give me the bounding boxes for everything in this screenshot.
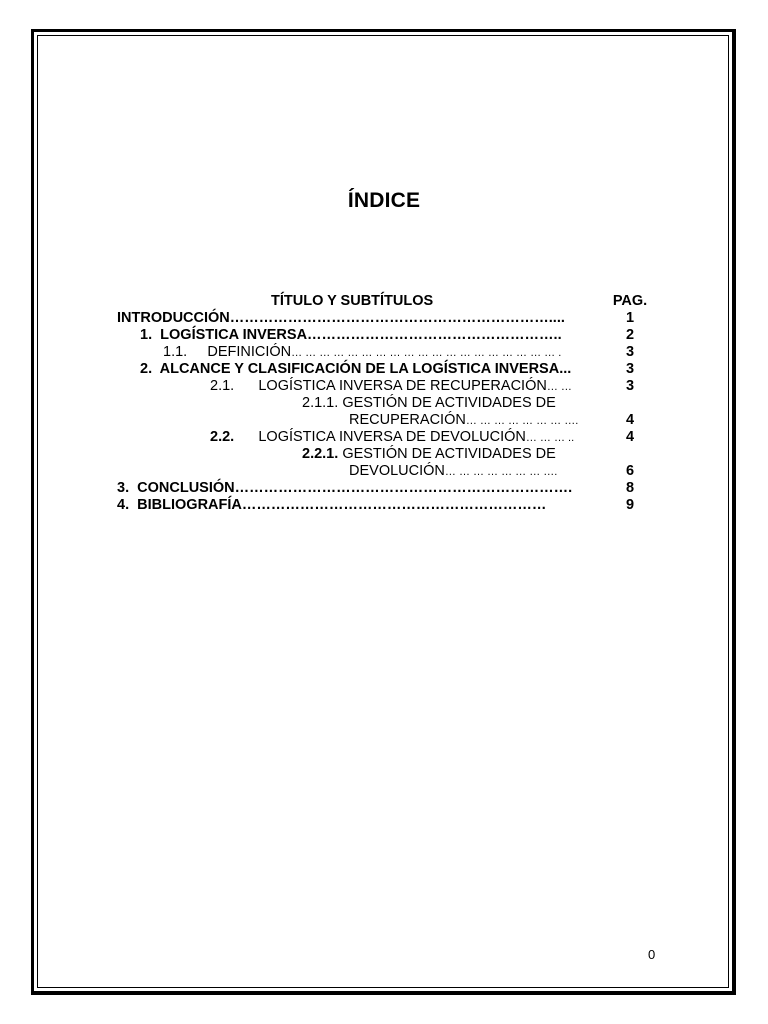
toc-entry-page: 6: [625, 463, 635, 479]
toc-entry-conclusion: [117, 480, 572, 497]
document-title: ÍNDICE: [347, 189, 421, 212]
toc-entry-label: GESTIÓN DE ACTIVIDADES DE: [342, 395, 556, 411]
toc-entry-page: 1: [625, 310, 635, 326]
toc-entry-gestion-devolucion-cont: [349, 463, 557, 481]
toc-entry-number: 3.: [117, 480, 130, 496]
toc-entry-label: LOGÍSTICA INVERSA DE RECUPERACIÓN: [258, 378, 547, 394]
toc-entry-label: DEFINICIÓN: [207, 344, 292, 360]
toc-entry-page: 3: [625, 344, 635, 360]
toc-entry-label: BIBLIOGRAFÍA: [137, 497, 242, 513]
toc-entry-page: 9: [625, 497, 635, 513]
toc-entry-number: 4.: [117, 497, 130, 513]
toc-entry-leader: ……………………………………………..: [307, 327, 562, 343]
toc-entry-number: 2.: [140, 361, 153, 377]
toc-entry-number: 1.1.: [163, 344, 188, 360]
toc-entry-label: LOGÍSTICA INVERSA: [160, 327, 308, 343]
toc-entry-leader: … … … … … … … … … … … … … … … … … … … .: [291, 347, 562, 359]
toc-entry-bibliografia: [117, 497, 546, 514]
toc-header-title: TÍTULO Y SUBTÍTULOS: [271, 293, 434, 309]
toc-entry-logistica-inversa: [140, 327, 562, 344]
toc-entry-label: DEVOLUCIÓN: [349, 463, 445, 479]
toc-entry-gestion-recuperacion: [302, 395, 556, 412]
toc-entry-page: 8: [625, 480, 635, 496]
toc-entry-leader: …………………………………………………………….: [234, 480, 573, 496]
toc-entry-leader: … …: [546, 381, 572, 393]
toc-header-page: PAG.: [612, 293, 648, 309]
toc-entry-page: 3: [625, 361, 635, 377]
toc-entry-number: 2.2.1.: [302, 446, 339, 462]
toc-entry-gestion-devolucion: [302, 446, 556, 463]
toc-entry-page: 3: [625, 378, 635, 394]
toc-entry-label: LOGÍSTICA INVERSA DE DEVOLUCIÓN: [258, 429, 526, 445]
toc-entry-leader: … … … … … … … ….: [444, 466, 558, 478]
page-number: 0: [648, 947, 656, 962]
toc-entry-leader: ...: [559, 361, 572, 377]
toc-entry-number: 2.2.: [210, 429, 235, 445]
toc-entry-page: 4: [625, 429, 635, 445]
toc-entry-label: ALCANCE Y CLASIFICACIÓN DE LA LOGÍSTICA INVERSA: [159, 361, 560, 377]
toc-entry-label: GESTIÓN DE ACTIVIDADES DE: [342, 446, 556, 462]
toc-entry-number: 2.1.: [210, 378, 235, 394]
toc-entry-gestion-recuperacion-cont: [349, 412, 578, 430]
toc-entry-leader: ………………………………………………………: [241, 497, 547, 513]
toc-entry-number: 2.1.1.: [302, 395, 339, 411]
toc-entry-label: RECUPERACIÓN: [349, 412, 466, 428]
toc-entry-label: CONCLUSIÓN: [137, 480, 235, 496]
toc-entry-alcance: [140, 361, 571, 378]
toc-entry-page: 4: [625, 412, 635, 428]
toc-entry-leader: …………………………………………………………....: [229, 310, 565, 326]
toc-entry-devolucion: [210, 429, 574, 447]
toc-entry-introduccion: [117, 310, 565, 327]
toc-entry-label: INTRODUCCIÓN: [117, 310, 230, 326]
toc-entry-definicion: [163, 344, 561, 362]
toc-entry-recuperacion: [210, 378, 572, 396]
toc-entry-leader: … … … … … … … ….: [465, 415, 579, 427]
toc-entry-page: 2: [625, 327, 635, 343]
toc-entry-leader: … … … ..: [525, 432, 575, 444]
toc-entry-number: 1.: [140, 327, 153, 343]
